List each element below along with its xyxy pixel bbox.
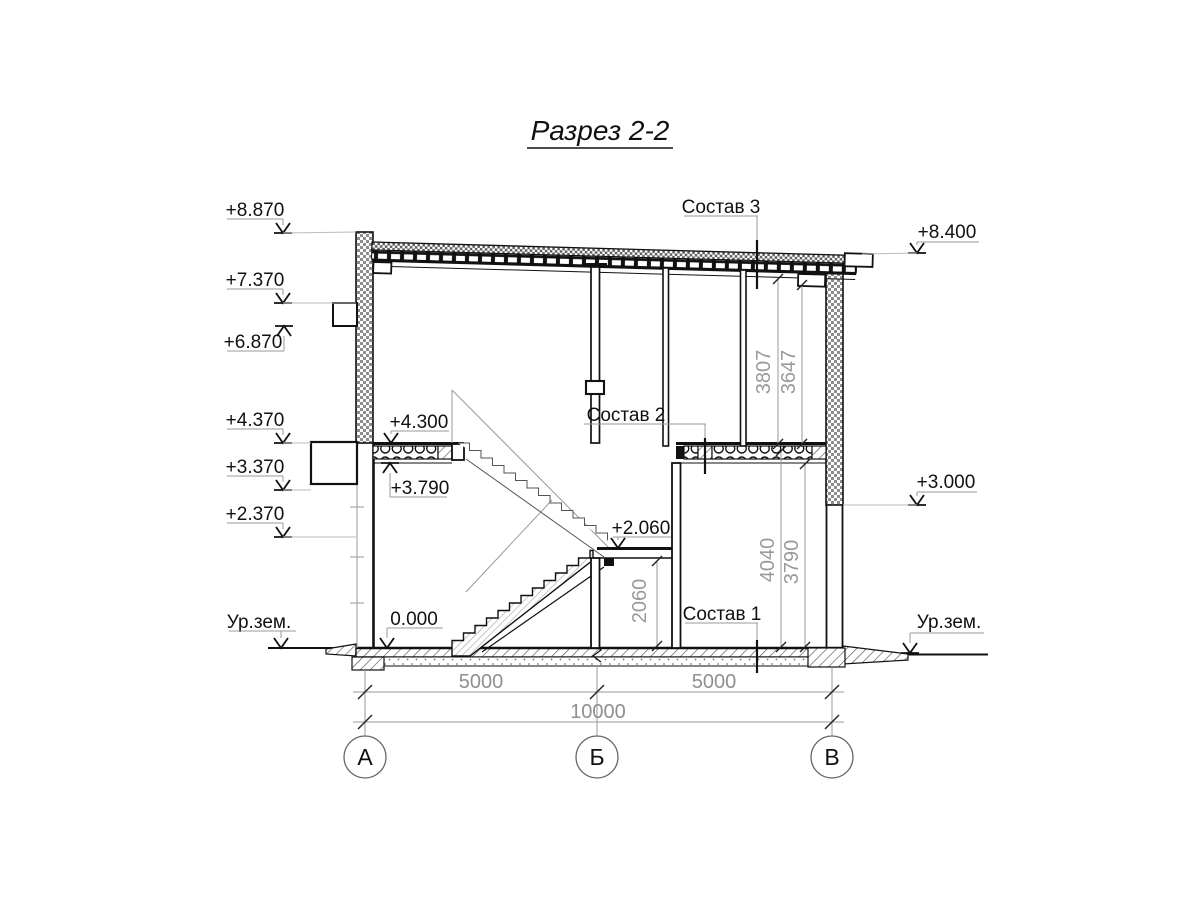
slab-beam-hatch-b <box>812 446 826 459</box>
blind-area-right <box>843 646 908 664</box>
roof-edge-beam-left <box>373 262 391 273</box>
hollow-core-left <box>373 446 438 459</box>
roof-gutter <box>845 253 873 267</box>
level-mark-3370 <box>226 457 311 490</box>
level-mark-4300 <box>382 412 449 443</box>
vdim-label: 2060 <box>629 578 651 624</box>
level-label: +3.790 <box>390 478 450 499</box>
level-label: +2.060 <box>611 518 671 539</box>
drawing-title <box>527 115 673 148</box>
callout-sostav-2 <box>584 405 706 474</box>
right-wall <box>826 256 843 648</box>
level-mark-3790 <box>381 463 449 499</box>
bottom-dimensions <box>344 666 853 778</box>
level-label: +4.370 <box>225 410 285 431</box>
vdim-label: 4040 <box>757 537 779 583</box>
ground-structure <box>268 644 988 670</box>
stair-flight-lower-cut <box>452 551 593 657</box>
stair-flight-lower-stringer <box>482 567 604 652</box>
level-mark-4370 <box>226 410 311 443</box>
page-title: Разрез 2-2 <box>530 115 670 146</box>
column-joint <box>586 381 604 394</box>
level-label: +2.370 <box>225 504 285 525</box>
vdim-3647 <box>778 280 807 449</box>
ground-level-mark-right <box>901 612 984 653</box>
left-wall <box>311 232 374 648</box>
slab-bearing-left <box>438 446 452 459</box>
level-mark-8400 <box>862 222 979 254</box>
roof <box>371 240 873 288</box>
callout-label: Состав 1 <box>682 604 762 625</box>
level-mark-3000 <box>843 472 977 505</box>
axis-label: Б <box>589 744 605 770</box>
level-label: +7.370 <box>225 270 285 291</box>
slab-edge-beam <box>676 446 684 459</box>
vdim-label: 3807 <box>753 349 775 395</box>
left-level-marks <box>224 200 356 648</box>
level-label: Ур.зем. <box>226 612 292 633</box>
hollow-core-right-b <box>712 446 812 459</box>
level-label: +8.870 <box>225 200 285 221</box>
level-mark-8870 <box>226 200 356 233</box>
left-wall-upper-hatched <box>356 232 373 443</box>
level-mark-2370 <box>226 504 356 537</box>
level-label: Ур.зем. <box>916 612 982 633</box>
footing-right <box>808 648 845 667</box>
axis-label: А <box>357 744 373 770</box>
vdim-3790 <box>781 459 810 652</box>
wall-ledge-upper <box>333 303 357 326</box>
level-label: +3.000 <box>916 472 976 493</box>
hollow-core-right-a <box>684 446 698 459</box>
right-wall-hatched <box>826 256 843 505</box>
upper-slab <box>373 444 826 464</box>
ground-level-mark-left <box>227 612 296 648</box>
stair-projection-line-2 <box>466 500 552 592</box>
right-level-marks <box>843 222 984 653</box>
understair-wall-left <box>591 558 600 648</box>
level-mark-6870 <box>224 326 293 353</box>
callout-label: Состав 2 <box>586 405 666 426</box>
vdim-label: 3790 <box>781 539 803 585</box>
axis-circle-b <box>576 736 618 778</box>
axis-circle-v <box>811 736 853 778</box>
level-mark-2060 <box>609 518 671 548</box>
dim-span-bv: 5000 <box>691 671 737 693</box>
wall-ledge-canopy <box>311 442 357 484</box>
level-label: +8.400 <box>917 222 977 243</box>
footing-left <box>352 657 384 670</box>
landing-beam <box>604 558 614 566</box>
level-label: 0.000 <box>390 609 438 630</box>
stair-flight-upper-outline <box>458 443 608 541</box>
level-label: +3.370 <box>225 457 285 478</box>
vdim-2060 <box>629 556 662 651</box>
dim-span-ab: 5000 <box>458 671 504 693</box>
stair-room-wall-right <box>672 463 681 648</box>
axis-circle-a <box>344 736 386 778</box>
level-label: +4.300 <box>389 412 449 433</box>
stair-seat <box>452 444 464 460</box>
level-mark-7370 <box>226 270 356 303</box>
blind-area-left <box>326 644 356 656</box>
dim-total: 10000 <box>570 701 626 723</box>
level-mark-0000 <box>378 609 443 648</box>
callout-label: Состав 3 <box>681 197 761 218</box>
axis-label: В <box>824 744 840 770</box>
partition-wall-2 <box>741 270 747 446</box>
vdim-label: 3647 <box>778 349 800 395</box>
level-label: +6.870 <box>223 332 283 353</box>
